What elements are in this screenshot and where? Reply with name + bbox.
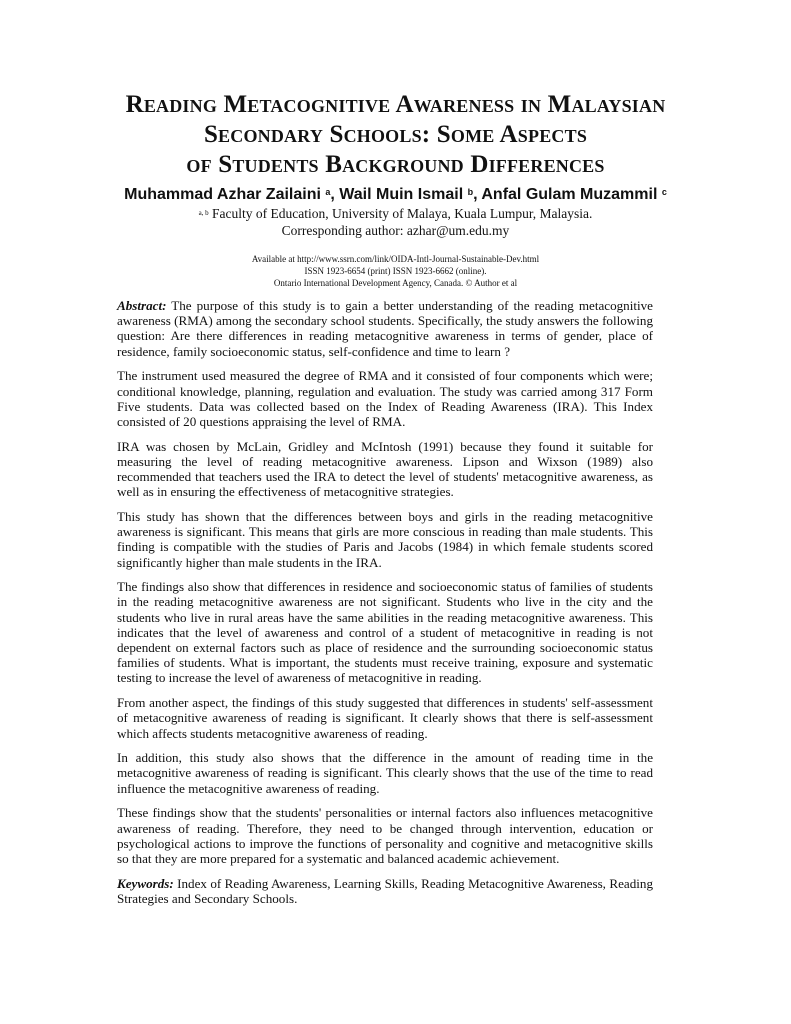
corresponding-author: Corresponding author: azhar@um.edu.my (281, 223, 510, 238)
abstract-paragraph-4: This study has shown that the differences between boys and girls in the reading metacognitive awareness is significant. This means that girls are more conscious in reading than male students. This finding is compatible with the studies of Paris and Jacobs (1984) in which female students scored significantly higher than male students in the IRA. (117, 508, 653, 570)
abstract-paragraph-6: From another aspect, the findings of this study suggested that differences in students' self-assessment of metacognitive awareness of reading is significant. It clearly shows that there is self-assessment which affects students metacognitive awareness of reading. (117, 695, 653, 741)
author-3-affil-mark: c (661, 187, 667, 197)
availability-issn: ISSN 1923-6654 (print) ISSN 1923-6662 (online). (304, 266, 487, 276)
abstract-paragraph-3: IRA was chosen by McLain, Gridley and McIntosh (1991) because they found it suitable for measuring the level of reading metacognitive awareness. Lipson and Wixson (1989) also recommended that teachers used the IRA to detect the level of students' metacognitive awareness, as well as in ensuring the effectiveness of metacognitive strategies. (117, 438, 653, 500)
affiliation-block (80, 205, 711, 239)
affiliation-line (80, 205, 711, 222)
author-1-affil-mark: a (325, 187, 331, 197)
author-separator: , (473, 186, 482, 203)
abstract-label: Abstract: (117, 298, 167, 313)
paper-title (80, 90, 711, 180)
title-line-1: Reading Metacognitive Awareness in Malaysian (125, 91, 666, 118)
abstract-body (117, 298, 653, 916)
keywords-paragraph (117, 876, 653, 906)
author-separator: , (330, 186, 340, 203)
availability-publisher: Ontario International Development Agency, Canada. © Author et al (273, 278, 518, 288)
author-list (80, 185, 711, 205)
author-2-affil-mark: b (467, 187, 474, 197)
abstract-paragraph-7: In addition, this study also shows that the difference in the amount of reading time in the metacognitive awareness of reading is significant. This clearly shows that the use of the time to read influence the metacognitive awareness of reading. (117, 750, 653, 796)
keywords-label: Keywords: (117, 875, 174, 891)
abstract-paragraph-2: The instrument used measured the degree of RMA and it consisted of four components which were; conditional knowledge, planning, regulation and evaluation. The study was carried among 317 Form Five students. Data was collected based on the Index of Reading Awareness (IRA). This Index consisted of 20 questions appraising the level of RMA. (117, 368, 653, 429)
availability-url: Available at http://www.ssrn.com/link/OIDA-Intl-Journal-Sustainable-Dev.html (251, 254, 540, 264)
abstract-paragraph (117, 298, 653, 359)
title-line-2: Secondary Schools: Some Aspects (203, 121, 588, 148)
author-1-name: Muhammad Azhar Zailaini (124, 186, 326, 203)
abstract-paragraph-8: These findings show that the students' personalities or internal factors also influences metacognitive awareness of reading. Therefore, they need to be changed through intervention, education or psychological actions to improve the functions of personality and cognitive and metacognitive skills so that they are more prepared for a systematic and balanced academic achievement. (117, 805, 653, 866)
author-3-name: Anfal Gulam Muzammil (481, 186, 662, 203)
affiliation-text: Faculty of Education, University of Malaya, Kuala Lumpur, Malaysia. (208, 206, 593, 221)
keywords-text: Index of Reading Awareness, Learning Skills, Reading Metacognitive Awareness, Reading Strategies and Secondary Schools. (117, 875, 653, 906)
abstract-paragraph-5: The findings also show that differences in residence and socioeconomic status of families of students in the reading metacognitive awareness are not significant. Students who live in the city and the students who live in rural areas have the same abilities in the reading metacognitive awareness. This indicates that the level of awareness and control of a student of metacognitive in reading is not dependent on external factors such as place of residence and the surrounding socioeconomic status families of students. What is important, the students must receive training, exposure and systematic testing to increase the level of awareness of metacognitive in reading. (117, 579, 653, 686)
availability-notice (80, 253, 711, 289)
abstract-text: The purpose of this study is to gain a better understanding of the reading metacognitive awareness (RMA) among the secondary school students. Specifically, the study answers the following question: Are there differences in reading metacognitive awareness in terms of gender, place of residence, family socioeconomic status, self-confidence and time to learn ? (117, 298, 653, 359)
author-2-name: Wail Muin Ismail (339, 186, 468, 203)
affiliation-marks: a, b (198, 209, 209, 217)
title-line-3: of Students Background Differences (186, 151, 605, 178)
